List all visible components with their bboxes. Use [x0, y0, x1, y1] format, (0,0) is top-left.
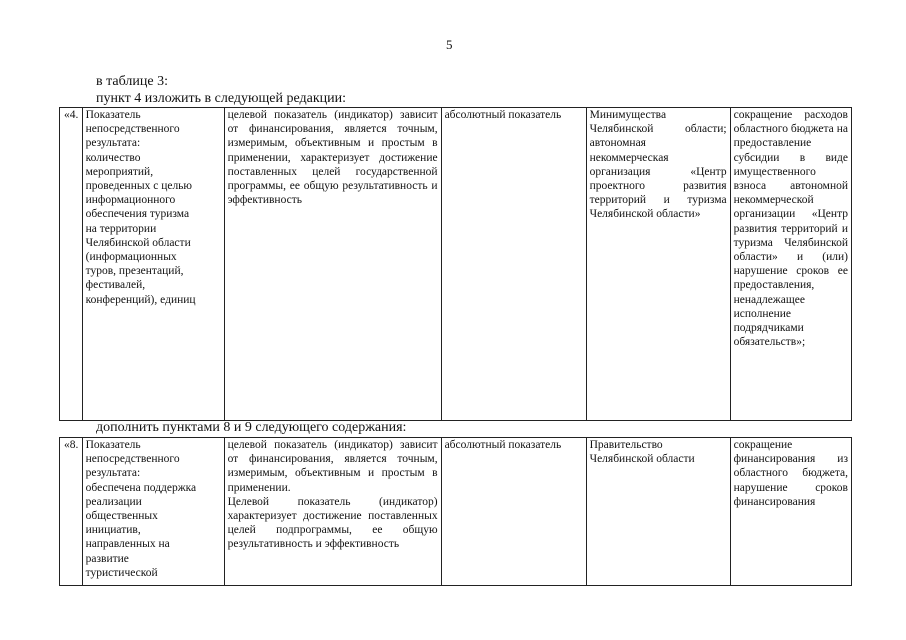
consequence-cell: сокращение расходов областного бюджета на предоставление субсидии в виде имущественного взноса автономной некоммерческой организации «Центр развития территорий и туризма Челябинской области» и (или) нарушение сроков ее предоставления, ненадлежащее исполнение подрядчиками обязательств»; [730, 108, 851, 421]
consequence-cell: сокращение финансирования из областного бюджета, нарушение сроков финансирования [730, 438, 851, 586]
indicator-description-cell [224, 438, 441, 586]
indicator-table-item-8 [59, 437, 852, 586]
section-heading-add: дополнить пунктами 8 и 9 следующего содержания: [96, 420, 407, 435]
indicator-description-cell: целевой показатель (индикатор) зависит от финансирования, является точным, измеримым, объективным и простым в применении, характеризует достижение поставленных целей государственной программы, ее общую результативность и эффективность [224, 108, 441, 421]
indicator-name-cell: Показатель непосредственного результата: количество мероприятий, проведенных с целью информационного обеспечения туризма на территории Челябинской области (информационных туров, презентаций, фестивалей, конференций), единиц [82, 108, 224, 421]
page-number: 5 [446, 37, 453, 52]
table-row [60, 438, 852, 586]
data-source-cell: Минимущества Челябинской области; автономная некоммерческая организация «Центр проектного развития территорий и туризма Челябинской области» [586, 108, 730, 421]
indicator-table-item-4 [59, 107, 852, 421]
indicator-name-cell: Показатель непосредственного результата: обеспечена поддержка реализации общественных инициатив, направленных на развитие туристической [82, 438, 224, 586]
section-heading-replace: пункт 4 изложить в следующей редакции: [96, 91, 346, 106]
table-row [60, 108, 852, 421]
description-paragraph: целевой показатель (индикатор) зависит от финансирования, является точным, измеримым, объективным и простым в применении. [227, 439, 438, 494]
description-paragraph: Целевой показатель (индикатор) характеризует достижение поставленных целей подпрограммы, ее общую результативность и эффективность [227, 495, 438, 551]
intro-line: в таблице 3: [96, 74, 168, 89]
row-number-cell: «8. [60, 438, 83, 586]
row-number-cell: «4. [60, 108, 83, 421]
data-source-cell: Правительство Челябинской области [586, 438, 730, 586]
indicator-type-cell: абсолютный показатель [441, 438, 586, 586]
indicator-type-cell: абсолютный показатель [441, 108, 586, 421]
